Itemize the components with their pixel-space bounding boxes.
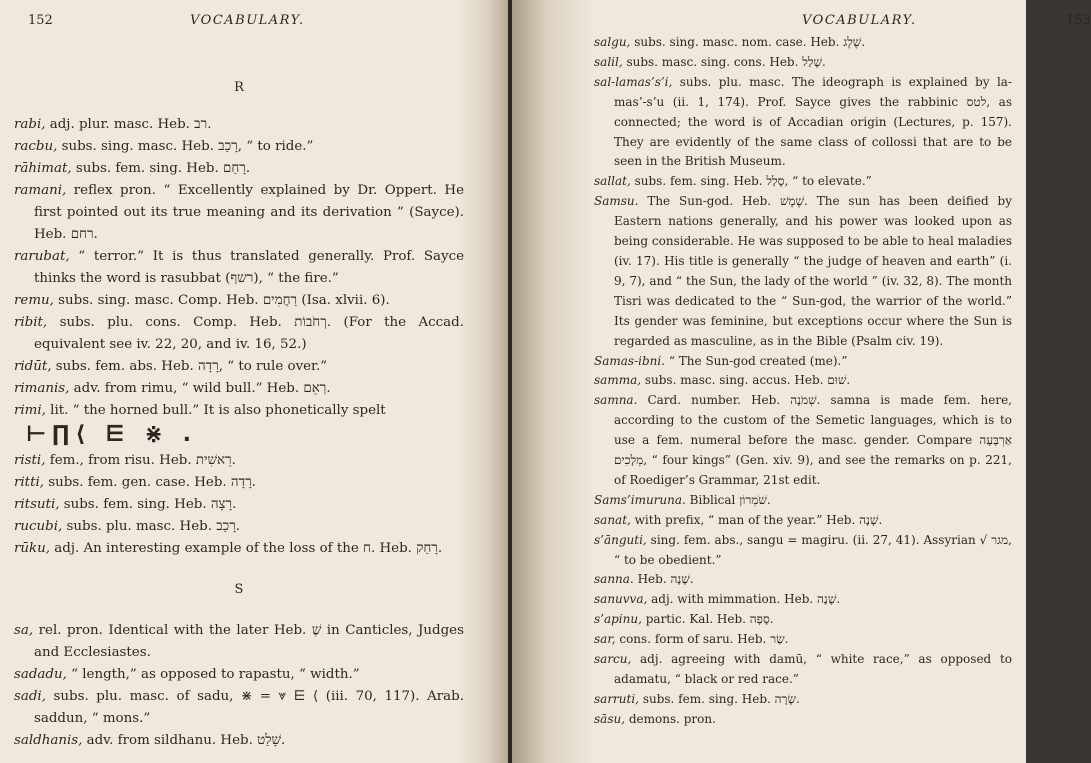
entry-headword: ribit, [14, 315, 48, 330]
vocabulary-entry [594, 610, 1012, 630]
left-page [0, 0, 508, 763]
entry-headword: risti, [14, 453, 46, 468]
running-title: VOCABULARY. [190, 13, 305, 28]
entry-definition: Heb. שָׁנָה. [633, 572, 694, 587]
vocabulary-entry [594, 650, 1012, 690]
entry-headword: ritsuti, [14, 497, 60, 512]
entry-headword: sal-lamas’s’i, [594, 74, 673, 89]
entry-headword: saldhanis, [14, 733, 83, 748]
vocabulary-entry [14, 158, 464, 180]
vocabulary-entry [14, 450, 464, 472]
vocabulary-entry [14, 516, 464, 538]
entry-definition: Card. number. Heb. שְׁמֹנָה. samna is made fem. here, according to the custom of the Semetic languages, which is to use a fem. numeral before the masc. gender. Compare אַרְבָּעָה מְלָכִים, “ four kings” (Gen. xiv. 9), and see the remarks on p. 221, of Roediger’s Grammar, 21st edit. [614, 393, 1012, 487]
entry-definition: adj. agreeing with damū, “ white race,” as opposed to adamatu, “ black or red race.” [614, 652, 1012, 686]
entry-headword: s’apinu, [594, 612, 642, 627]
entry-definition: subs. plu. masc. The ideograph is explained by la-mas’-s’u (ii. 1, 174). Prof. Sayce gives the rabbinic לטס, as connected; the word is of Accadian origin (Lectures, p. 157). They are evidently of the same class of collossi that are to be seen in the British Museum. [614, 74, 1012, 169]
page-number: 153 [1066, 13, 1091, 28]
vocabulary-entry [14, 494, 464, 516]
vocabulary-entry [14, 664, 464, 686]
cuneiform-spelling: ⊢∏⟨ ⋿ ⋇ . [26, 422, 197, 447]
entry-headword: rucubi, [14, 519, 63, 534]
entry-definition: rel. pron. Identical with the later Heb. שֶׁ in Canticles, Judges and Ecclesiastes. [33, 623, 464, 660]
entries-r-continued [14, 450, 464, 560]
entry-definition: subs. plu. cons. Comp. Heb. רְחֹבוֹת. (For the Accad. equivalent see iv. 22, 20, and iv. 16, 52.) [34, 315, 464, 352]
entry-definition: subs. sing. masc. Heb. רָכַב, “ to ride.” [57, 139, 314, 154]
entry-headword: rabi, [14, 117, 46, 132]
vocabulary-entry [14, 356, 464, 378]
entry-headword: sa, [14, 623, 34, 638]
entry-headword: s’ānguti, [594, 532, 647, 547]
entry-definition: “ The Sun-god created (me).” [665, 353, 848, 368]
entry-definition: subs. sing. masc. nom. case. Heb. שֶׁלֶג. [630, 35, 866, 49]
vocabulary-entry [594, 192, 1012, 351]
entry-headword: Samas-ibni. [594, 353, 666, 368]
vocabulary-entry [14, 686, 464, 730]
entry-definition: lit. “ the horned bull.” It is also phonetically spelt [45, 403, 386, 418]
entry-definition: fem., from risu. Heb. רֵאשִׁית. [45, 453, 236, 468]
section-letter: R [234, 80, 244, 95]
vocabulary-entry [594, 53, 1012, 73]
entry-definition: Biblical שֹׁמְרוֹן. [685, 492, 771, 507]
vocabulary-entry [594, 491, 1012, 511]
vocabulary-entry [14, 136, 464, 158]
entry-definition: partic. Kal. Heb. סָפָה. [641, 612, 774, 627]
vocabulary-entry [14, 400, 464, 422]
running-title: VOCABULARY. [802, 13, 917, 28]
vocabulary-entry [14, 246, 464, 290]
vocabulary-entry [14, 730, 464, 752]
entry-definition: subs. plu. masc. Heb. רָכַב. [62, 519, 241, 534]
entry-definition: adj. An interesting example of the loss of the ח. Heb. רָחַק. [50, 541, 443, 556]
entries-right [594, 33, 1012, 730]
entry-definition: subs. fem. sing. Heb. רָחַם. [71, 161, 251, 176]
entries-s [14, 620, 464, 752]
entry-headword: rāhimat, [14, 161, 72, 176]
entry-definition: adj. with mimmation. Heb. שָׁנָה. [647, 592, 841, 607]
entry-definition: subs. masc. sing. cons. Heb. שָׁלַל. [622, 54, 826, 69]
entry-headword: Samsu. [594, 194, 639, 209]
vocabulary-entry [594, 33, 1012, 53]
vocabulary-entry [14, 472, 464, 494]
entry-headword: ritti, [14, 475, 44, 490]
vocabulary-entry [14, 378, 464, 400]
entry-headword: sadadu, [14, 667, 67, 682]
vocabulary-entry [594, 511, 1012, 531]
entry-headword: sarruti, [594, 691, 639, 706]
entries-r [14, 114, 464, 422]
entry-headword: rarubat, [14, 249, 70, 264]
vocabulary-entry [594, 371, 1012, 391]
vocabulary-entry [14, 312, 464, 356]
entry-headword: sallat, [594, 174, 631, 189]
entry-definition: reflex pron. “ Excellently explained by Dr. Oppert. He first pointed out its true meaning and its derivation ” (Sayce). Heb. רחם. [34, 183, 464, 242]
entry-headword: salgu, [594, 35, 631, 49]
entry-definition: sing. fem. abs., sangu = magiru. (ii. 27, 41). Assyrian √ מגר, “ to be obedient.” [614, 532, 1012, 567]
entry-headword: Sams’imuruna. [594, 492, 686, 507]
vocabulary-entry [14, 620, 464, 664]
vocabulary-entry [14, 180, 464, 246]
entry-definition: subs. fem. sing. Heb. שָׂרָה. [639, 691, 800, 706]
vocabulary-entry [594, 352, 1012, 372]
entry-headword: sanat, [594, 512, 631, 527]
entry-headword: sarcu, [594, 652, 632, 667]
entry-definition: adv. from rimu, “ wild bull.” Heb. רְאֵם. [69, 381, 331, 396]
entry-definition: “ terror.” It is thus translated generally. Prof. Sayce thinks the word is rasubbat (רשף), “ the fire.” [34, 249, 464, 286]
entry-headword: samna. [594, 393, 638, 408]
vocabulary-entry [594, 590, 1012, 610]
entry-definition: subs. sing. masc. Comp. Heb. רַחֲמִים (Isa. xlvii. 6). [53, 293, 390, 308]
entry-definition: subs. fem. gen. case. Heb. רָדָה. [44, 475, 256, 490]
vocabulary-entry [594, 690, 1012, 710]
vocabulary-entry [14, 114, 464, 136]
entry-definition: subs. masc. sing. accus. Heb. שׁוּם. [641, 373, 851, 388]
entry-headword: racbu, [14, 139, 58, 154]
entry-headword: salil, [594, 54, 623, 69]
entry-definition: “ length,” as opposed to rapastu, “ width.” [66, 667, 360, 682]
vocabulary-entry [594, 630, 1012, 650]
entry-headword: sadi, [14, 689, 46, 704]
entry-definition: subs. fem. abs. Heb. רָדָה, “ to rule over.” [51, 359, 328, 374]
section-header-s [14, 582, 464, 597]
entry-headword: ramani, [14, 183, 67, 198]
page-number: 152 [28, 13, 53, 28]
entry-headword: samma, [594, 373, 642, 388]
entry-definition: cons. form of saru. Heb. שַׂר. [615, 632, 789, 647]
vocabulary-entry [594, 391, 1012, 491]
entry-definition: subs. fem. sing. Heb. רָצָה. [59, 497, 237, 512]
entry-headword: sar, [594, 632, 616, 647]
entry-headword: remu, [14, 293, 54, 308]
entry-headword: rimanis, [14, 381, 70, 396]
entry-definition: The Sun-god. Heb. שֶׁמֶשׁ. The sun has been deified by Eastern nations generally, and his power was looked upon as being considerable. He was supposed to be able to heal maladies (iv. 17). His title is generally “ the judge of heaven and earth” (i. 9, 7), and “ the Sun, the lady of the world ” (iv. 32, 8). The month Tisri was dedicated to the “ Sun-god, the warrior of the world.” Its gender was feminine, but exceptions occur where the Sun is regarded as masculine, as in the Bible (Psalm civ. 19). [614, 194, 1012, 348]
entry-definition: demons. pron. [625, 711, 716, 726]
vocabulary-entry [594, 73, 1012, 173]
entry-definition: adv. from sildhanu. Heb. שָׁלַט. [82, 733, 286, 748]
section-letter: S [234, 582, 244, 597]
vocabulary-entry [594, 172, 1012, 192]
entry-headword: rūku, [14, 541, 51, 556]
section-header-r [14, 80, 464, 95]
entry-definition: subs. plu. masc. of sadu, ⋇ = ⩔ ⋿ ⟨ (iii. 70, 117). Arab. saddun, “ mons.” [34, 689, 464, 726]
entry-definition: with prefix, “ man of the year.” Heb. שָׁנָה. [630, 512, 883, 527]
entry-definition: subs. fem. sing. Heb. סָלַל, “ to elevate.” [630, 174, 872, 189]
entry-headword: sāsu, [594, 711, 626, 726]
entry-definition: adj. plur. masc. Heb. רב. [45, 117, 212, 132]
vocabulary-entry [594, 710, 1012, 730]
right-page [512, 0, 1091, 763]
entry-headword: rimi, [14, 403, 46, 418]
entry-headword: sanuvva, [594, 592, 648, 607]
vocabulary-entry [594, 570, 1012, 590]
vocabulary-entry [14, 290, 464, 312]
vocabulary-entry [14, 538, 464, 560]
entry-headword: sanna. [594, 572, 634, 587]
vocabulary-entry [594, 531, 1012, 571]
entry-headword: ridūt, [14, 359, 52, 374]
